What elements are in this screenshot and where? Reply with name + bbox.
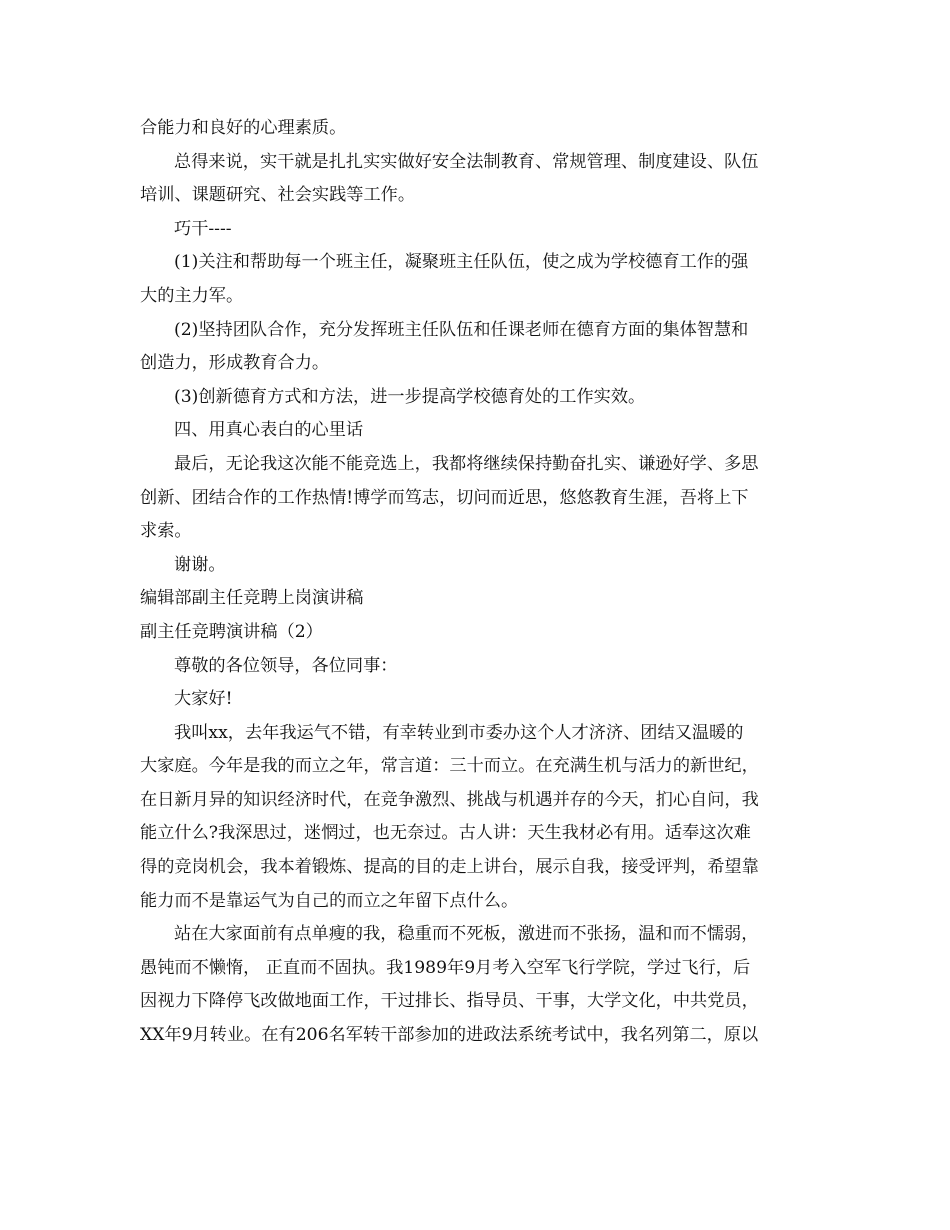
- text-line: (3)创新德育方式和方法，进一步提高学校德育处的工作实效。: [174, 386, 646, 407]
- text-line: 副主任竞聘演讲稿（2）: [140, 621, 323, 642]
- text-line: 合能力和良好的心理素质。: [140, 118, 347, 138]
- text-line: 总得来说，实干就是扎扎实实做好安全法制教育、常规管理、制度建设、队伍: [174, 151, 759, 172]
- text-line: 谢谢。: [174, 554, 226, 575]
- text-line: 因视力下降停飞改做地面工作，干过排长、指导员、干事，大学文化，中共党员，: [140, 991, 759, 1012]
- text-line: 求索。: [140, 521, 192, 542]
- text-line: 在日新月异的知识经济时代，在竞争激烈、挑战与机遇并存的今天，扪心自问，我: [140, 789, 759, 810]
- text-line: 尊敬的各位领导，各位同事：: [174, 655, 398, 676]
- text-line: 编辑部副主任竞聘上岗演讲稿: [140, 588, 364, 609]
- text-line: 四、用真心表白的心里话: [174, 420, 364, 441]
- text-line: 大家庭。今年是我的而立之年，常言道：三十而立。在充满生机与活力的新世纪，: [140, 756, 759, 777]
- text-line: 大家好!: [174, 689, 233, 710]
- text-line: 创新、团结合作的工作热情!博学而笃志，切问而近思，悠悠教育生涯，吾将上下: [140, 487, 749, 508]
- text-line: 培训、课题研究、社会实践等工作。: [140, 185, 416, 206]
- text-line: (1)关注和帮助每一个班主任，凝聚班主任队伍，使之成为学校德育工作的强: [174, 252, 749, 273]
- text-line: 最后，无论我这次能不能竞选上，我都将继续保持勤奋扎实、谦逊好学、多思: [174, 453, 759, 474]
- text-line: 巧干----: [174, 218, 232, 239]
- text-line: 创造力，形成教育合力。: [140, 353, 330, 374]
- text-line: 能力而不是靠运气为自己的而立之年留下点什么。: [140, 890, 519, 911]
- text-line: 能立什么?我深思过，迷惘过，也无奈过。古人讲：天生我材必有用。适奉这次难: [140, 823, 751, 844]
- text-line: 我叫xx，去年我运气不错，有幸转业到市委办这个人才济济、团结又温暖的: [174, 722, 744, 743]
- document-body: [140, 112, 820, 1053]
- text-line: XX年9月转业。在有206名军转干部参加的进政法系统考试中，我名列第二，原以: [140, 1025, 759, 1046]
- text-line: 得的竞岗机会，我本着锻炼、提高的目的走上讲台，展示自我，接受评判，希望靠: [140, 857, 759, 878]
- text-line: (2)坚持团队合作，充分发挥班主任队伍和任课老师在德育方面的集体智慧和: [174, 319, 749, 340]
- text-line: 大的主力军。: [140, 285, 244, 306]
- text-line: 愚钝而不懒惰， 正直而不固执。我1989年9月考入空军飞行学院，学过飞行，后: [140, 957, 751, 978]
- text-line: 站在大家面前有点单瘦的我，稳重而不死板，激进而不张扬，温和而不懦弱，: [174, 924, 759, 945]
